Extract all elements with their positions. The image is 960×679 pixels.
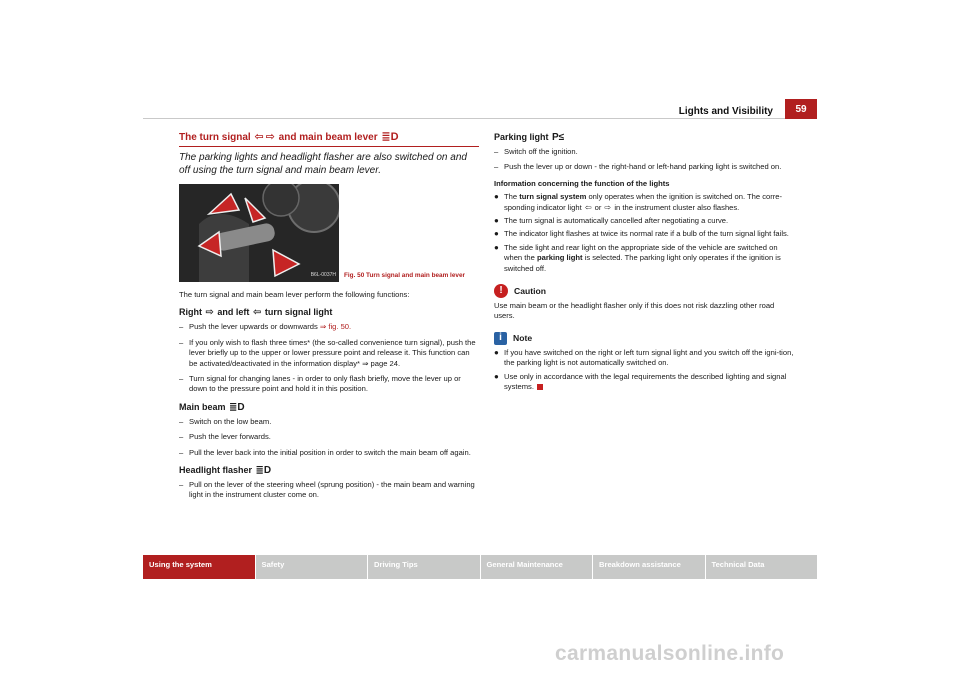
nav-tab-breakdown-assistance[interactable]: Breakdown assistance (593, 555, 705, 579)
sub3-title: Headlight flasher (179, 465, 253, 476)
turn-left-icon: ⇦ (252, 307, 262, 319)
watermark: carmanualsonline.info (555, 642, 785, 665)
step-item: – Switch off the ignition. (494, 147, 578, 156)
step-item: – Push the lever upwards or downwards ⇒ fig. 50. (179, 322, 352, 332)
step-item: – If you only wish to flash three times* (the so-called convenience turn signal), push the lever briefly up to the upper or lower pressure point and release it. This function can be activated/deactivated in the information display* ⇒ page 24. (179, 337, 476, 368)
step-item: – Pull the lever back into the initial position in order to switch the main beam off again. (179, 447, 471, 457)
bullet-item: ● If you have switched on the right or left turn signal light and you switch off the igni-tion, the parking light is not automatically switched on. (494, 347, 794, 368)
nav-tab-safety[interactable]: Safety (256, 555, 368, 579)
page-number: 59 (785, 99, 817, 119)
right-column (494, 131, 794, 396)
caution-text: Use main beam or the headlight flasher only if this does not risk dazzling other road users. (494, 301, 775, 321)
turn-left-icon: ⇦ (584, 202, 592, 212)
main-beam-icon: ≣D (229, 401, 245, 413)
turn-right-icon: ⇨ (604, 202, 612, 212)
nav-tab-general-maintenance[interactable]: General Maintenance (481, 555, 593, 579)
bottom-nav (143, 555, 817, 579)
nav-tab-technical-data[interactable]: Technical Data (706, 555, 818, 579)
step-item: – Push the lever forwards. (179, 432, 271, 442)
header-divider (143, 118, 785, 119)
turn-right-icon: ⇨ (265, 131, 275, 143)
bullet-item: ● The side light and rear light on the appropriate side of the vehicle are switched on when the parking light is selected. The parking light only operates if the ignition is switched off. (494, 242, 781, 273)
turn-right-icon: ⇨ (205, 307, 214, 319)
section-title-text: The turn signal (179, 132, 251, 143)
nav-tab-driving-tips[interactable]: Driving Tips (368, 555, 480, 579)
section-intro: The parking lights and headlight flasher are also switched on and off using the turn signal and main beam lever. (179, 152, 467, 176)
info-heading: Information concerning the function of the lights (494, 178, 670, 188)
lever-figure (179, 184, 339, 282)
page-header-title: Lights and Visibility (678, 106, 773, 117)
figure-row (179, 184, 479, 282)
bullet-item: ● Use only in accordance with the legal requirements the described lighting and signal systems. (494, 371, 787, 392)
section-title-suffix: and main beam lever (278, 132, 378, 143)
step-item: – Pull on the lever of the steering wheel (sprung position) - the main beam and warning light in the instrument cluster come on. (179, 480, 475, 500)
caution-icon: ! (494, 284, 508, 298)
figure-caption: Fig. 50 Turn signal and main beam lever (344, 271, 465, 279)
turn-left-icon: ⇦ (254, 131, 264, 143)
main-beam-icon: ≣D (255, 465, 272, 477)
note-heading: i Note (494, 332, 794, 345)
bullet-item: ● The turn signal is automatically cancelled after negotiating a curve. (494, 216, 729, 226)
bullet-item: ● The turn signal system only operates when the ignition is switched on. The corre-sponding indicator light ⇦ or ⇨ in the instrument cluster also flashes. (494, 192, 783, 212)
sub1-title-b: and left (217, 307, 250, 318)
figure-code-label: B6L-0037H (310, 271, 336, 278)
subsection-turn-signal (179, 306, 479, 319)
left-column (179, 131, 479, 506)
main-beam-icon: ≣D (381, 131, 399, 143)
subsection-headlight-flasher (179, 464, 479, 477)
sub1-title-a: Right (179, 307, 202, 318)
lead-text: The turn signal and main beam lever perform the following functions: (179, 290, 410, 299)
step-item: – Switch on the low beam. (179, 416, 272, 426)
bullet-item: ● The indicator light flashes at twice its normal rate if a bulb of the turn signal light fails. (494, 229, 789, 239)
note-icon: i (494, 332, 507, 345)
sub1-title-c: turn signal light (264, 307, 333, 318)
parking-title: Parking light (494, 132, 549, 142)
parking-light-icon: P≤ (552, 132, 565, 143)
step-item: – Turn signal for changing lanes - in order to only flash briefly, move the lever up or down to the pressure point and hold it in this position. (179, 374, 461, 394)
nav-tab-using-the-system[interactable]: Using the system (143, 555, 255, 579)
section-title-turn-signal (179, 131, 479, 147)
sub2-title: Main beam (179, 401, 226, 412)
fig-reference-link[interactable]: ⇒ fig. 50. (319, 322, 352, 332)
lever-illustration (179, 184, 339, 282)
caution-heading: ! Caution (494, 284, 794, 298)
section-end-marker (537, 384, 543, 390)
subsection-parking-light (494, 131, 794, 144)
subsection-main-beam (179, 401, 479, 414)
step-item: – Push the lever up or down - the right-hand or left-hand parking light is switched on. (494, 162, 782, 172)
